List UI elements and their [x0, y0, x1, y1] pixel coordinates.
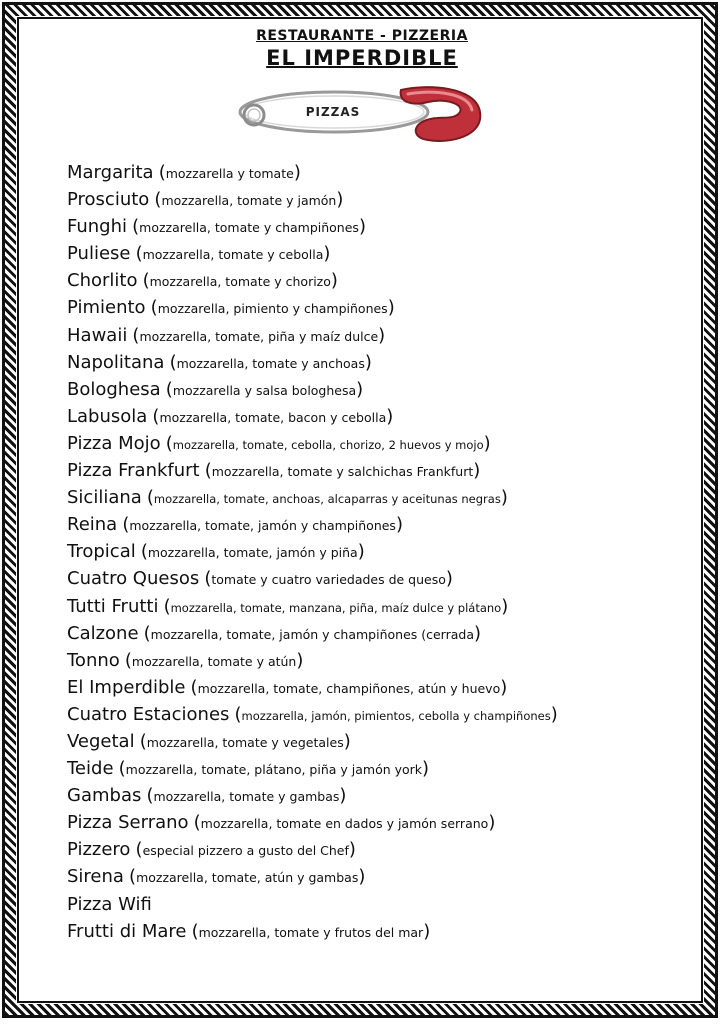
- pizza-ingredients: tomate y cuatro variedades de queso: [211, 572, 446, 588]
- pizza-ingredients: mozzarella, tomate, anchoas, alcaparras y aceitunas negras: [153, 492, 501, 507]
- pizza-ingredients: mozzarella, tomate en dados y jamón serrano: [200, 816, 489, 832]
- pizza-name: Napolitana: [67, 351, 165, 373]
- pizza-ingredients: mozzarella, tomate, cebolla, chorizo, 2 huevos y mojo: [172, 437, 484, 452]
- pizza-item: Teide (mozzarella, tomate, plátano, piña y jamón york): [67, 758, 430, 780]
- pizza-item: Frutti di Mare (mozzarella, tomate y frutos del mar): [67, 920, 431, 942]
- pizza-ingredients: mozzarella, pimiento y champiñones: [157, 301, 388, 317]
- pizza-ingredients: mozzarella, tomate y gambas: [153, 789, 340, 805]
- pizza-ingredients: mozzarella, tomate y anchoas: [176, 355, 365, 371]
- pizza-item: Tonno (mozzarella, tomate y atún): [67, 649, 304, 671]
- pizza-name: Sirena: [67, 866, 124, 888]
- pizza-name: Puliese: [67, 243, 131, 265]
- pizza-ingredients: mozzarella, tomate y frutos del mar: [198, 924, 424, 940]
- pizza-name: Tutti Frutti: [67, 595, 159, 617]
- pizza-item: Pizza Serrano (mozzarella, tomate en dados y jamón serrano): [67, 812, 496, 834]
- pizza-item: Tutti Frutti (mozzarella, tomate, manzana, piña, maíz dulce y plátano): [67, 595, 509, 617]
- pizza-name: Margarita: [67, 162, 154, 183]
- pizza-name: Cuatro Estaciones: [67, 703, 230, 725]
- pizza-name: Tonno: [67, 649, 120, 671]
- pizza-item: Cuatro Estaciones (mozzarella, jamón, pimientos, cebolla y champiñones): [67, 703, 558, 725]
- pizza-item: Funghi (mozzarella, tomate y champiñones): [67, 216, 366, 238]
- pizza-ingredients: mozzarella, tomate, jamón y champiñones (cerrada: [150, 626, 474, 642]
- pizza-name: Siciliana: [67, 487, 142, 509]
- pizza-item: Pizza Mojo (mozzarella, tomate, cebolla, chorizo, 2 huevos y mojo): [67, 432, 491, 454]
- pizza-name: Pizza Wifi: [67, 893, 152, 915]
- restaurant-title: EL IMPERDIBLE: [266, 46, 458, 70]
- pizza-ingredients: mozzarella, tomate y vegetales: [146, 734, 344, 750]
- pizza-item: Margarita (mozzarella y tomate): [67, 162, 301, 183]
- pizza-ingredients: mozzarella, tomate, jamón y piña: [147, 545, 358, 561]
- pizza-item: [67, 891, 687, 918]
- pizza-name: Teide: [67, 758, 114, 780]
- pizza-item: Calzone (mozzarella, tomate, jamón y champiñones (cerrada): [67, 622, 482, 644]
- pizza-ingredients: mozzarella y tomate: [165, 166, 294, 181]
- pizza-ingredients: mozzarella, tomate, jamón y champiñones: [129, 518, 396, 534]
- pizza-name: El Imperdible: [67, 676, 186, 698]
- pizza-item: El Imperdible (mozzarella, tomate, champiñones, atún y huevo): [67, 676, 508, 698]
- pizza-name: Chorlito: [67, 270, 138, 292]
- section-label: PIZZAS: [305, 105, 361, 119]
- pizza-item: Reina (mozzarella, tomate, jamón y champiñones): [67, 514, 403, 536]
- pizza-ingredients: mozzarella, tomate y atún: [131, 653, 297, 669]
- pizza-ingredients: mozzarella, jamón, pimientos, cebolla y champiñones: [241, 708, 551, 723]
- restaurant-subtitle: RESTAURANTE - PIZZERIA: [256, 28, 468, 44]
- pizza-name: Hawaii: [67, 324, 128, 346]
- pizza-item: Pimiento (mozzarella, pimiento y champiñones): [67, 297, 395, 319]
- pizza-item: Gambas (mozzarella, tomate y gambas): [67, 785, 347, 807]
- pizza-name: Calzone: [67, 622, 139, 644]
- pizza-item: Cuatro Quesos (tomate y cuatro variedades de queso): [67, 568, 453, 590]
- pizza-name: Tropical: [67, 541, 136, 563]
- pizza-name: Bologhesa: [67, 378, 161, 400]
- pizza-ingredients: mozzarella, tomate, manzana, piña, maíz dulce y plátano: [170, 600, 502, 615]
- pizza-ingredients: mozzarella, tomate y champiñones: [139, 220, 359, 236]
- pizza-item: Vegetal (mozzarella, tomate y vegetales): [67, 730, 351, 752]
- pizza-item: Napolitana (mozzarella, tomate y anchoas): [67, 351, 372, 373]
- pizza-item: Sirena (mozzarella, tomate, atún y gambas): [67, 866, 366, 888]
- pizza-name: Pimiento: [67, 297, 146, 319]
- pizza-ingredients: mozzarella, tomate y chorizo: [149, 274, 331, 290]
- pizza-name: Gambas: [67, 785, 142, 807]
- pizza-name: Pizzero: [67, 839, 131, 861]
- pizza-name: Pizza Frankfurt: [67, 460, 200, 482]
- pizza-ingredients: mozzarella y salsa bologhesa: [172, 382, 357, 398]
- pizza-name: Cuatro Quesos: [67, 568, 200, 590]
- pizza-ingredients: mozzarella, tomate y cebolla: [142, 247, 324, 263]
- pizza-item: Siciliana (mozzarella, tomate, anchoas, alcaparras y aceitunas negras): [67, 487, 508, 509]
- pizza-item: Puliese (mozzarella, tomate y cebolla): [67, 243, 331, 265]
- pizza-item: Chorlito (mozzarella, tomate y chorizo): [67, 270, 338, 292]
- pizza-name: Funghi: [67, 216, 128, 238]
- pizza-item: Bologhesa (mozzarella y salsa bologhesa): [67, 378, 364, 400]
- pizza-item: Hawaii (mozzarella, tomate, piña y maíz dulce): [67, 324, 386, 346]
- pizza-name: Reina: [67, 514, 118, 536]
- pizza-name: Labusola: [67, 405, 148, 427]
- pizza-ingredients: mozzarella, tomate, bacon y cebolla: [159, 409, 387, 425]
- pizza-name: Frutti di Mare: [67, 920, 187, 942]
- pizza-item: Prosciuto (mozzarella, tomate y jamón): [67, 189, 344, 211]
- pizza-name: Pizza Mojo: [67, 432, 161, 454]
- menu-header: [0, 26, 724, 70]
- pizza-ingredients: mozzarella, tomate y salchichas Frankfurt: [211, 464, 474, 480]
- pizza-ingredients: mozzarella, tomate, piña y maíz dulce: [139, 328, 379, 344]
- pizza-name: Pizza Serrano: [67, 812, 189, 834]
- pizza-name: Vegetal: [67, 730, 135, 752]
- pizza-ingredients: mozzarella, tomate y jamón: [161, 193, 337, 209]
- pizza-ingredients: mozzarella, tomate, atún y gambas: [136, 870, 359, 886]
- pizza-name: Prosciuto: [67, 189, 150, 211]
- pizza-ingredients: especial pizzero a gusto del Chef: [142, 843, 349, 859]
- pizza-ingredients: mozzarella, tomate, champiñones, atún y huevo: [197, 680, 501, 696]
- pizza-ingredients: mozzarella, tomate, plátano, piña y jamón york: [125, 762, 423, 778]
- pizza-item: Pizza Frankfurt (mozzarella, tomate y salchichas Frankfurt): [67, 460, 481, 482]
- pizza-item: Tropical (mozzarella, tomate, jamón y piña): [67, 541, 365, 563]
- pizza-item: Pizzero (especial pizzero a gusto del Chef): [67, 839, 356, 861]
- pizza-list: [67, 159, 687, 945]
- pizza-item: Labusola (mozzarella, tomate, bacon y cebolla): [67, 405, 394, 427]
